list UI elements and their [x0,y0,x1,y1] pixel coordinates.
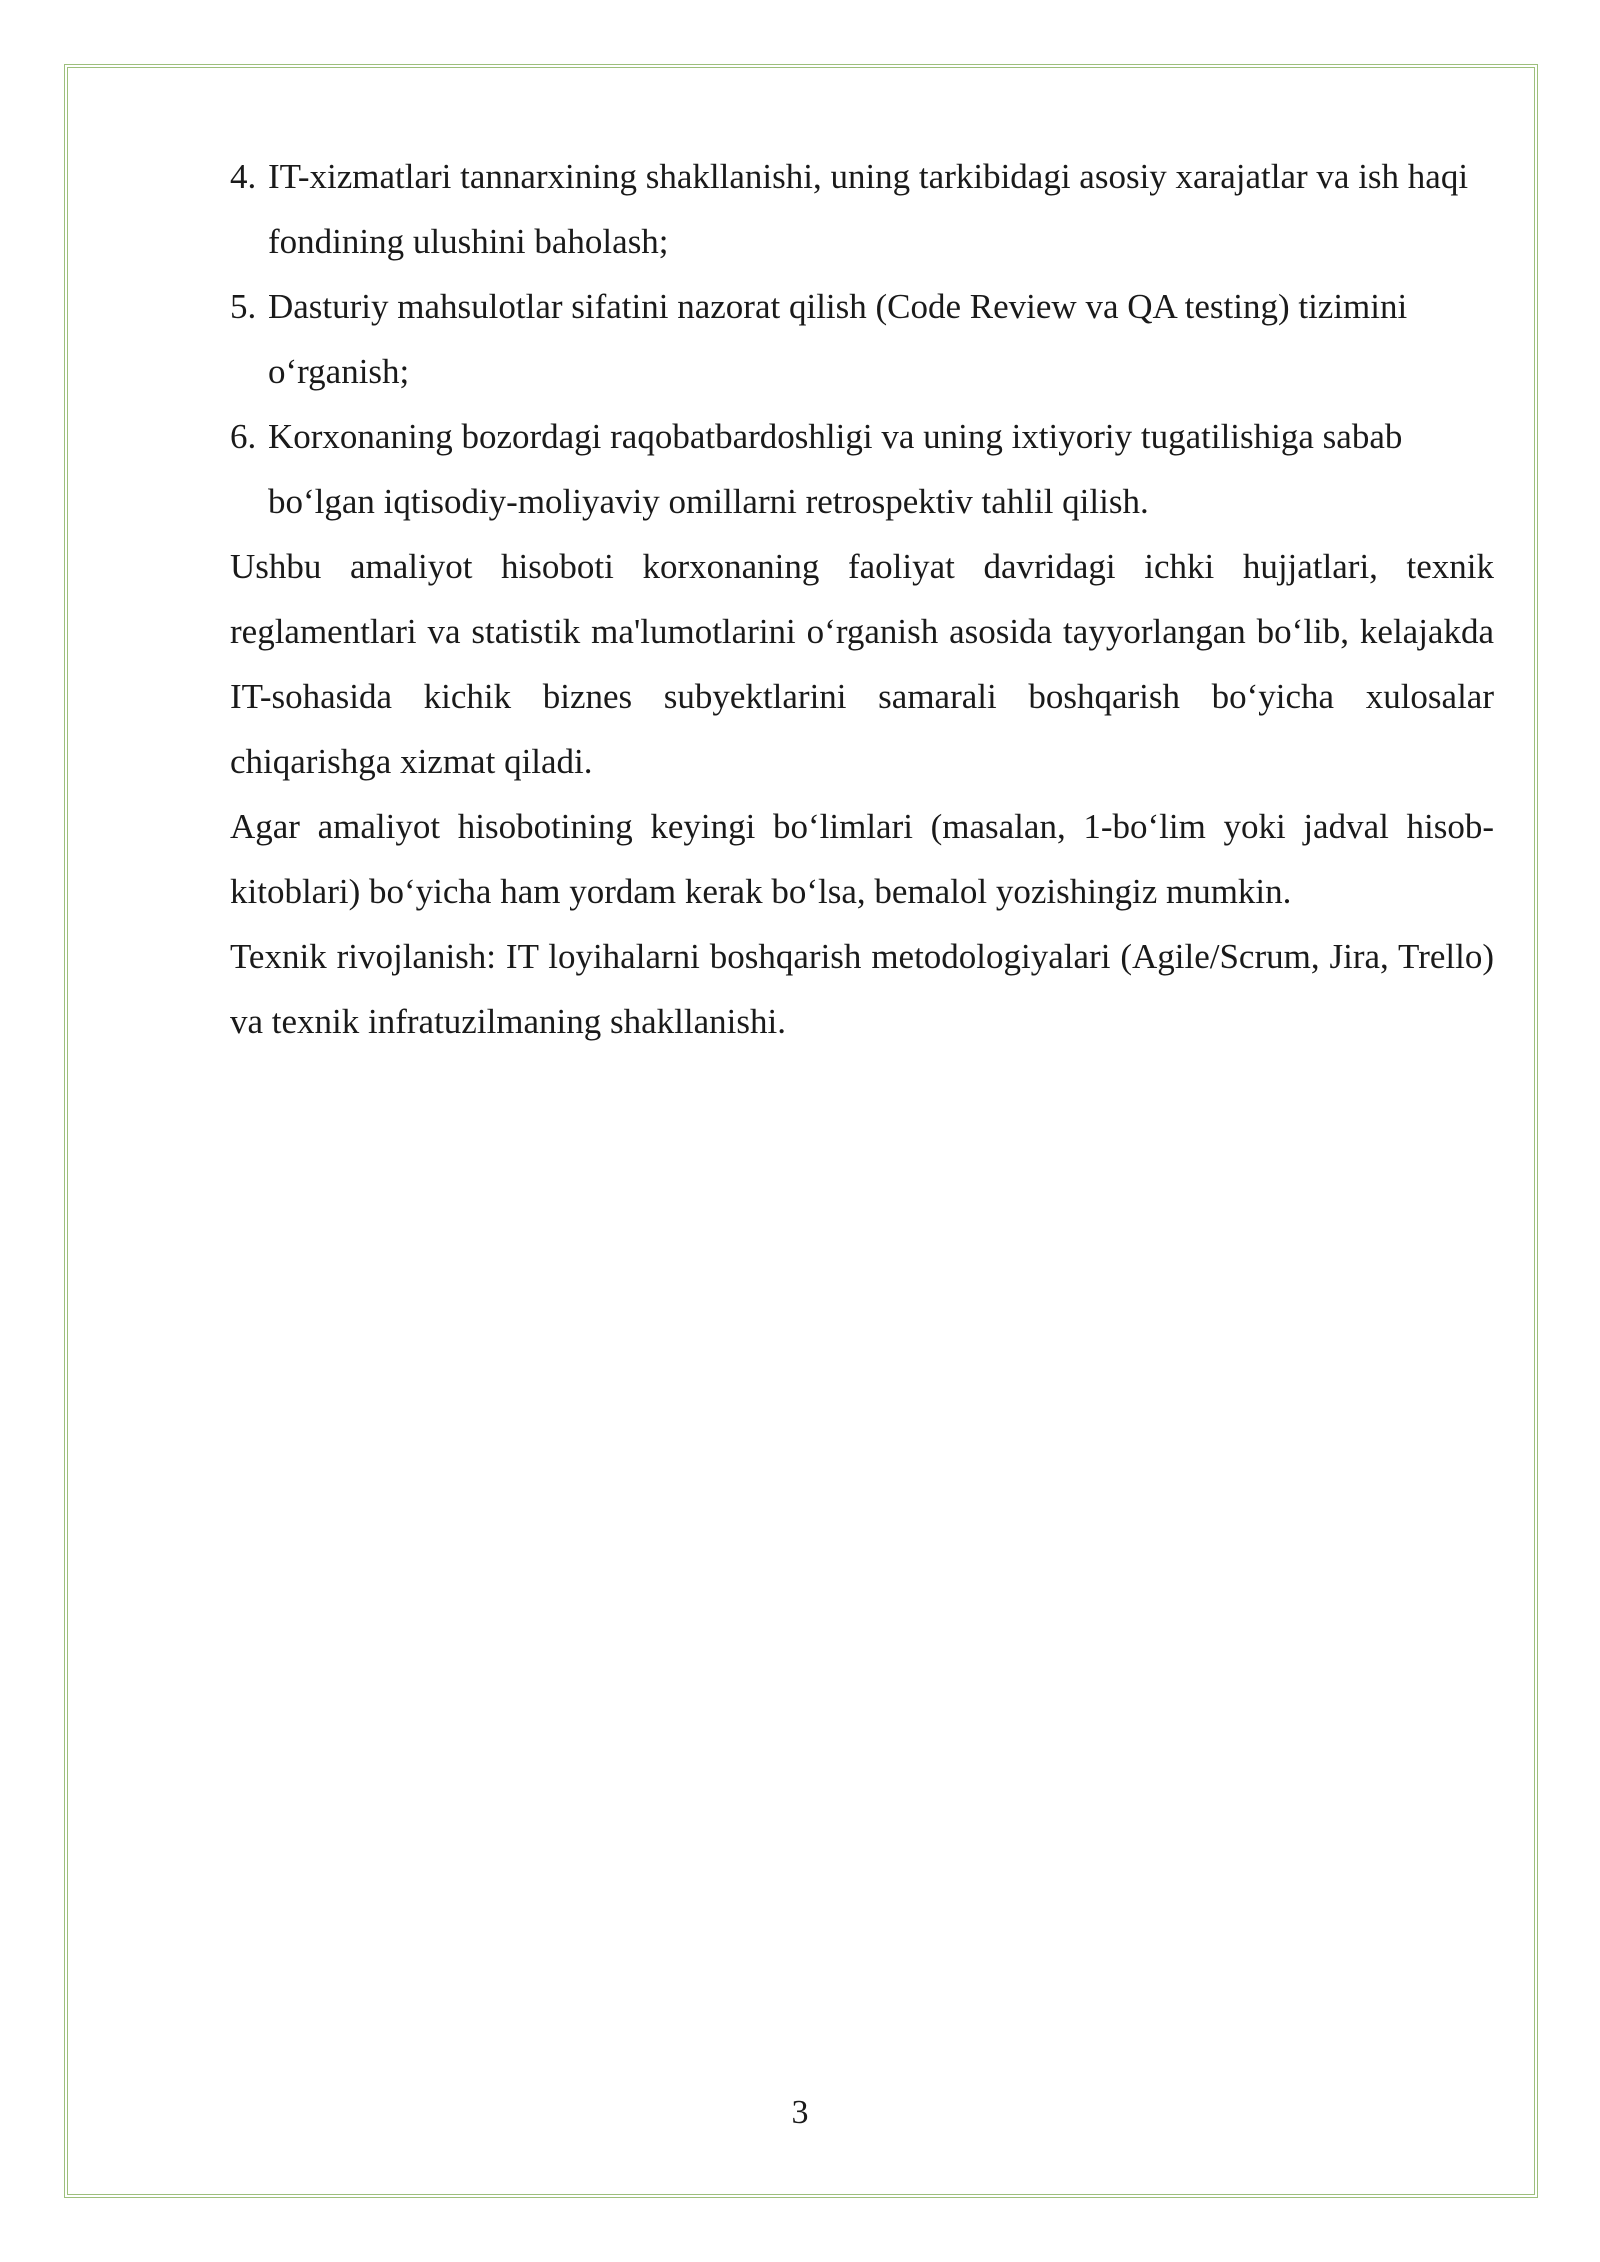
list-item [230,274,1494,404]
list-number: 5. [230,287,257,326]
list-item [230,404,1494,534]
list-text: IT-xizmatlari tannarxining shakllanishi, uning tarkibidagi asosiy xarajatlar va ish haqi fondining ulushini baholash; [268,157,1469,261]
list-number: 6. [230,417,257,456]
list-text: Dasturiy mahsulotlar sifatini nazorat qilish (Code Review va QA testing) tizimini o‘rganish; [268,287,1408,391]
page-number: 3 [791,2094,809,2131]
document-body [230,144,1494,1054]
paragraph-technical-development: Texnik rivojlanish: IT loyihalarni boshqarish metodologiyalari (Agile/Scrum, Jira, Trello) va texnik infratuzilmaning shakllanishi. [230,937,1494,1041]
paragraph-report-purpose: Ushbu amaliyot hisoboti korxonaning faoliyat davridagi ichki hujjatlari, texnik reglamentlari va statistik ma'lumotlarini o‘rganish asosida tayyorlangan bo‘lib, kelajakda IT-sohasida kichik biznes subyektlarini samarali boshqarish bo‘yicha xulosalar chiqarishga xizmat qiladi. [230,547,1494,781]
list-number: 4. [230,157,257,196]
paragraph-help-offer: Agar amaliyot hisobotining keyingi bo‘limlari (masalan, 1-bo‘lim yoki jadval hisob-kitoblari) bo‘yicha ham yordam kerak bo‘lsa, bemalol yozishingiz mumkin. [230,807,1494,911]
list-text: Korxonaning bozordagi raqobatbardoshligi va uning ixtiyoriy tugatilishiga sabab bo‘lgan iqtisodiy-moliyaviy omillarni retrospektiv tahlil qilish. [268,417,1403,521]
list-item [230,144,1494,274]
